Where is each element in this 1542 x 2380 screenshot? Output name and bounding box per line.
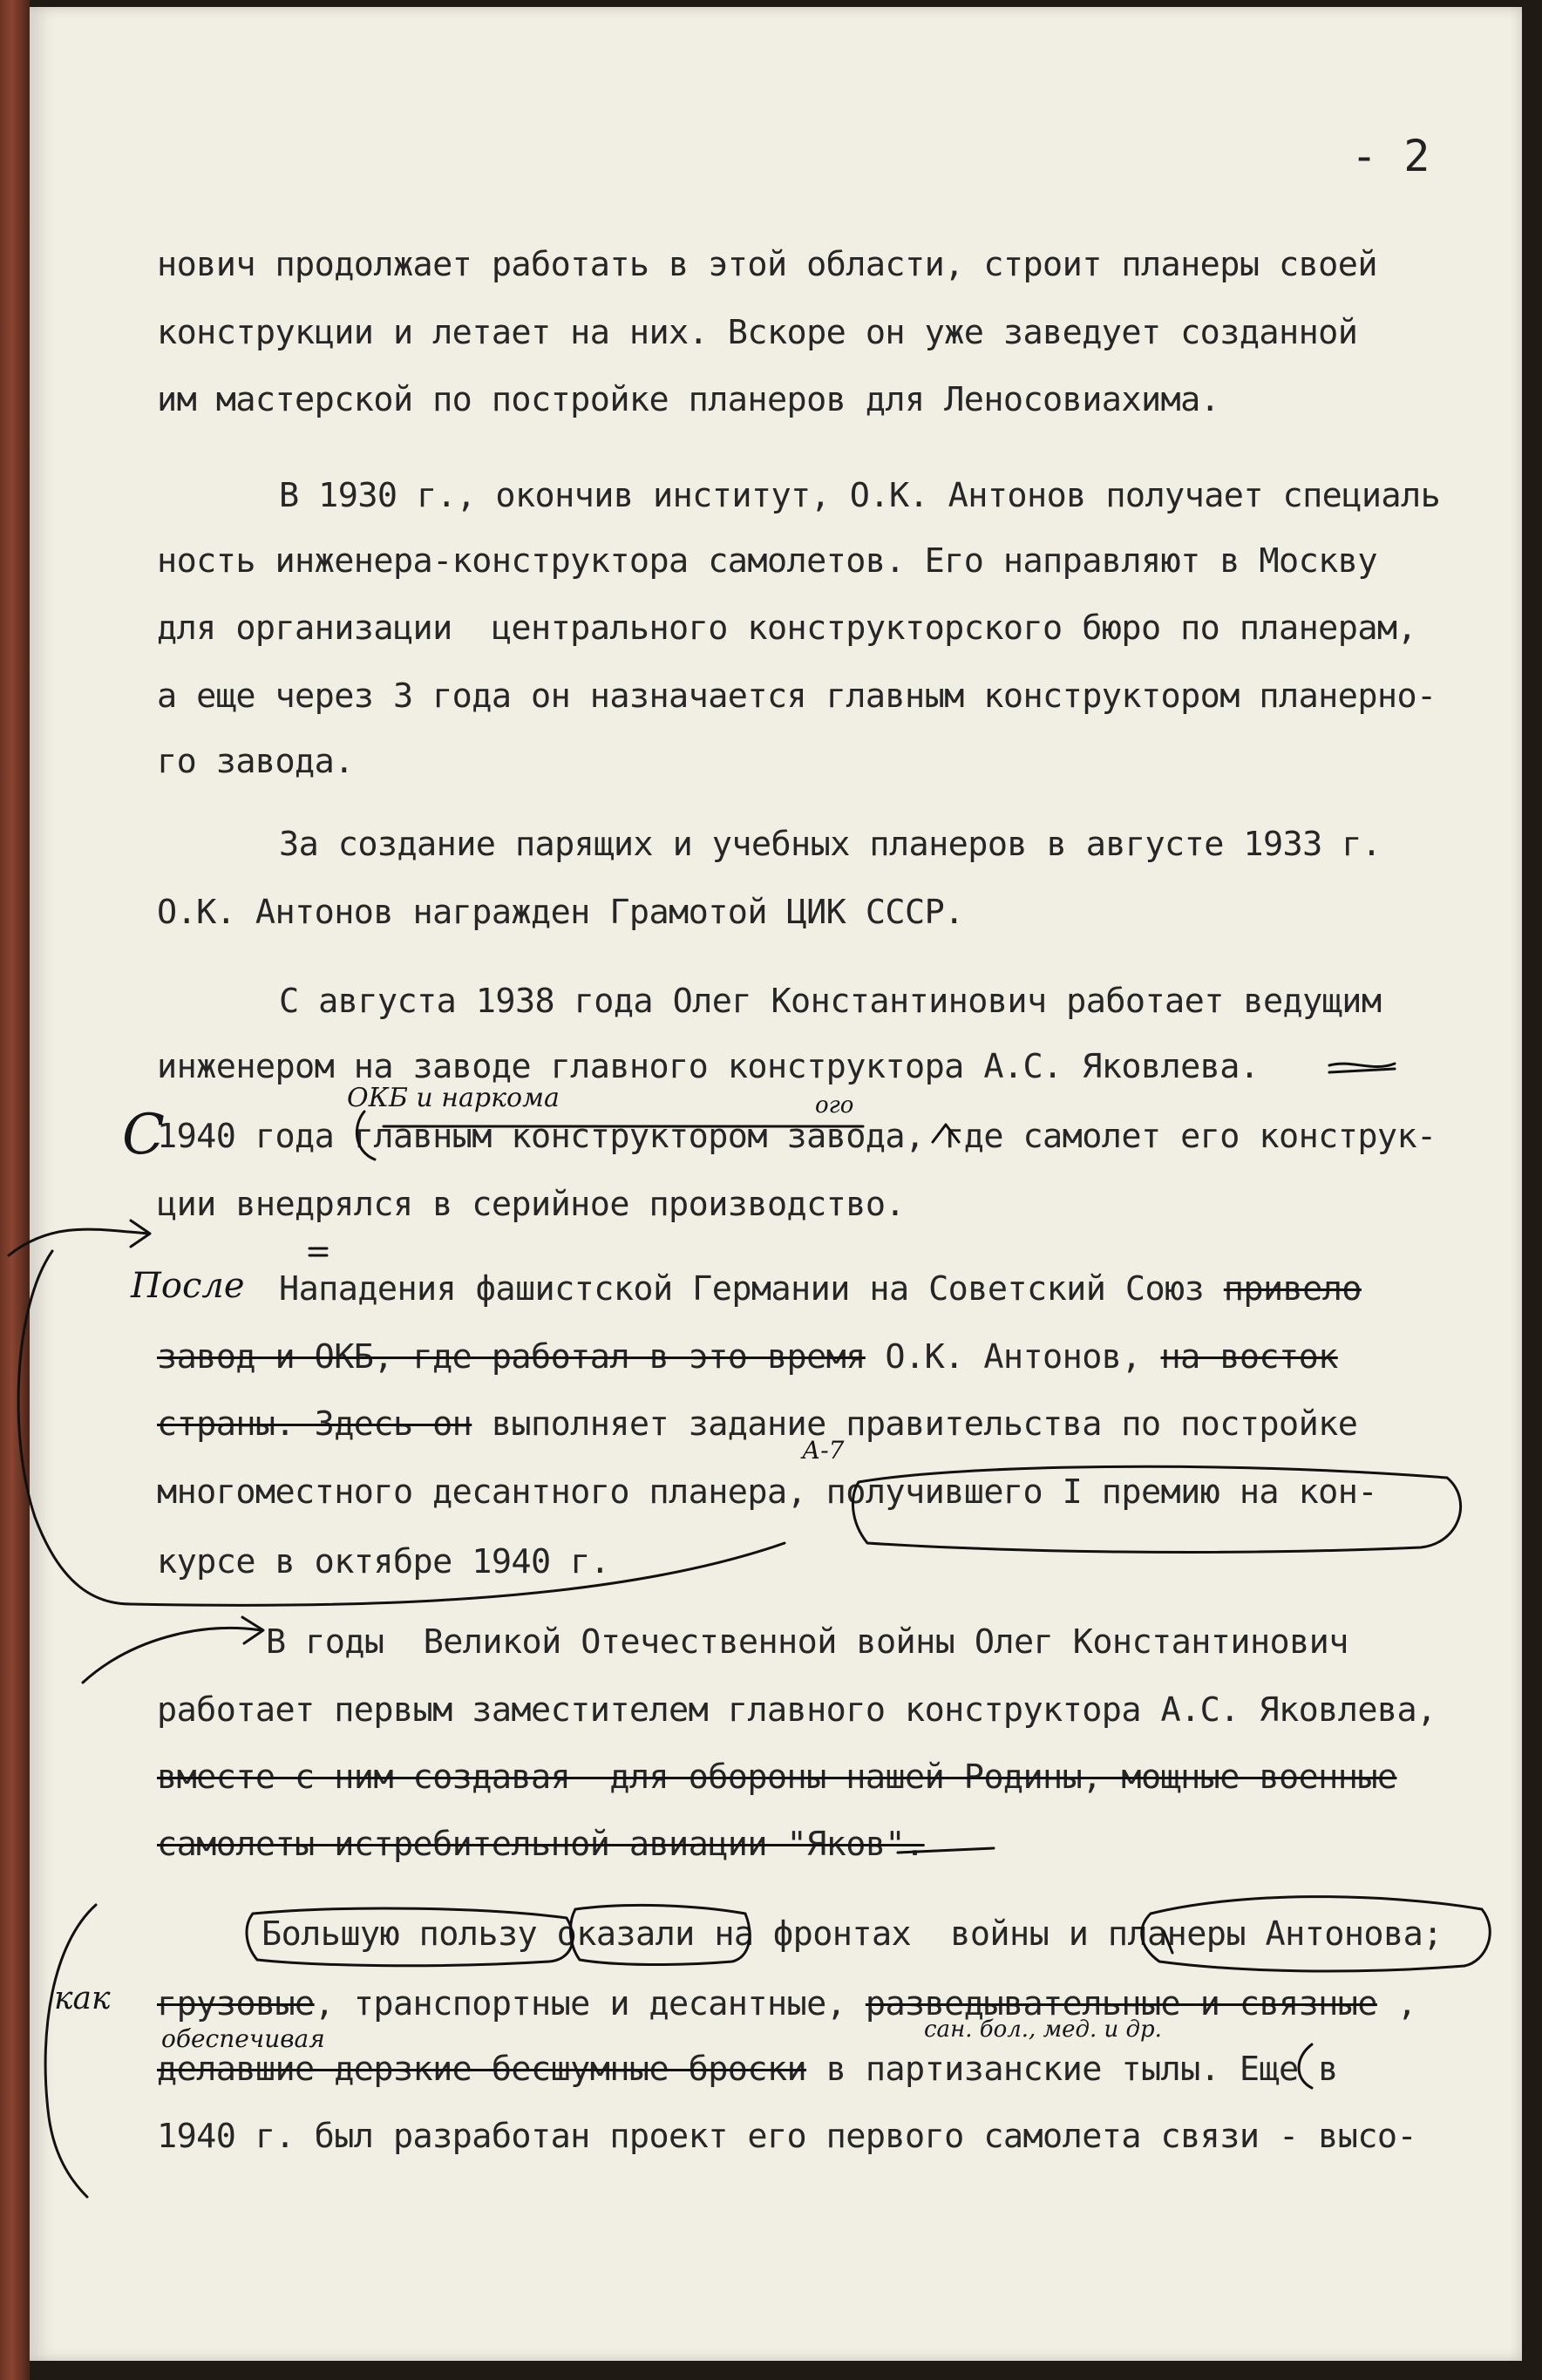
handwritten-above-line: сан. бол., мед. и др. [924,2016,1162,2043]
text-segment: в партизанские тылы. Еще в [806,2050,1338,2089]
text-line: курсе в октябре 1940 г. [157,1542,610,1581]
text-line: го завода. [157,742,354,781]
text-line: конструкции и летает на них. Вскоре он уже заведует созданной [157,313,1358,352]
text-line: работает первым заместителем главного конструктора А.С. Яковлева, [157,1690,1437,1730]
text-line: 1940 года главным конструктором завода, где самолет его конструк- [157,1117,1437,1156]
struck-text: на восток [1160,1337,1338,1377]
text-line: За создание парящих и учебных планеров в августе 1933 г. [279,825,1382,864]
text-line: В 1930 г., окончив институт, О.К. Антонов получает специаль [279,476,1441,515]
struck-text: делавшие дерзкие бесшумные броски [157,2050,807,2089]
text-line: С августа 1938 года Олег Константинович работает ведущим [279,982,1382,1021]
struck-text: завод и ОКБ, где работал в это время [157,1337,866,1377]
text-line: им мастерской по постройке планеров для Леносовиахима. [157,380,1220,419]
handwritten-okb-insert: ОКБ и наркома [347,1083,560,1113]
text-segment: выполняет задание правительства по постройке [472,1404,1358,1444]
text-line [157,1337,1338,1377]
text-line: а еще через 3 года он назначается главным конструктором планерно- [157,677,1437,716]
text-segment: Нападения фашистской Германии на Советский Союз [279,1269,1224,1309]
struck-text: страны. Здесь он [157,1404,472,1444]
handwritten-a7: А-7 [802,1436,845,1465]
struck-text: самолеты истребительной авиации "Яков". [157,1825,925,1864]
struck-text: грузовые [157,1984,315,2023]
book-binding [0,0,30,2380]
page-number: - 2 [1351,131,1430,181]
text-line [157,1984,1417,2023]
handwritten-ots-insert: ого [815,1092,854,1119]
text-line: Большую пользу оказали на фронтах войны и планеры Антонова; [262,1914,1443,1954]
text-line [157,1404,1358,1444]
text-segment: О.К. Антонов, [865,1337,1161,1377]
text-line: для организации центрального конструкторского бюро по планерам, [157,609,1417,648]
handwritten-obespechivaya: обеспечивая [161,2024,325,2053]
handwritten-kak: как [54,1981,111,2016]
text-line: ность инженера-конструктора самолетов. Его направляют в Москву [157,541,1377,581]
text-line: многоместного десантного планера, получившего I премию на кон- [157,1472,1377,1512]
struck-text: вместе с ним создавая для обороны нашей Родины, мощные военные [157,1758,1397,1797]
text-line: нович продолжает работать в этой области, строит планеры своей [157,245,1377,284]
handwritten-posle: После [131,1266,245,1306]
text-line [279,1269,1362,1309]
text-line: В годы Великой Отечественной войны Олег Константинович [266,1622,1348,1662]
struck-text: привело [1223,1269,1362,1309]
text-line: ции внедрялся в серийное производство. [157,1185,906,1224]
struck-text: разведывательные и связные [865,1984,1377,2023]
text-segment: , транспортные и десантные, [314,1984,866,2023]
text-segment: , [1376,1984,1417,2023]
text-line: 1940 г. был разработан проект его первого самолета связи - высо- [157,2117,1417,2156]
handwritten-c: С [122,1103,165,1167]
text-line [157,2050,1338,2089]
text-line: инженером на заводе главного конструктора А.С. Яковлева. [157,1047,1260,1086]
text-line: О.К. Антонов награжден Грамотой ЦИК СССР. [157,893,964,932]
